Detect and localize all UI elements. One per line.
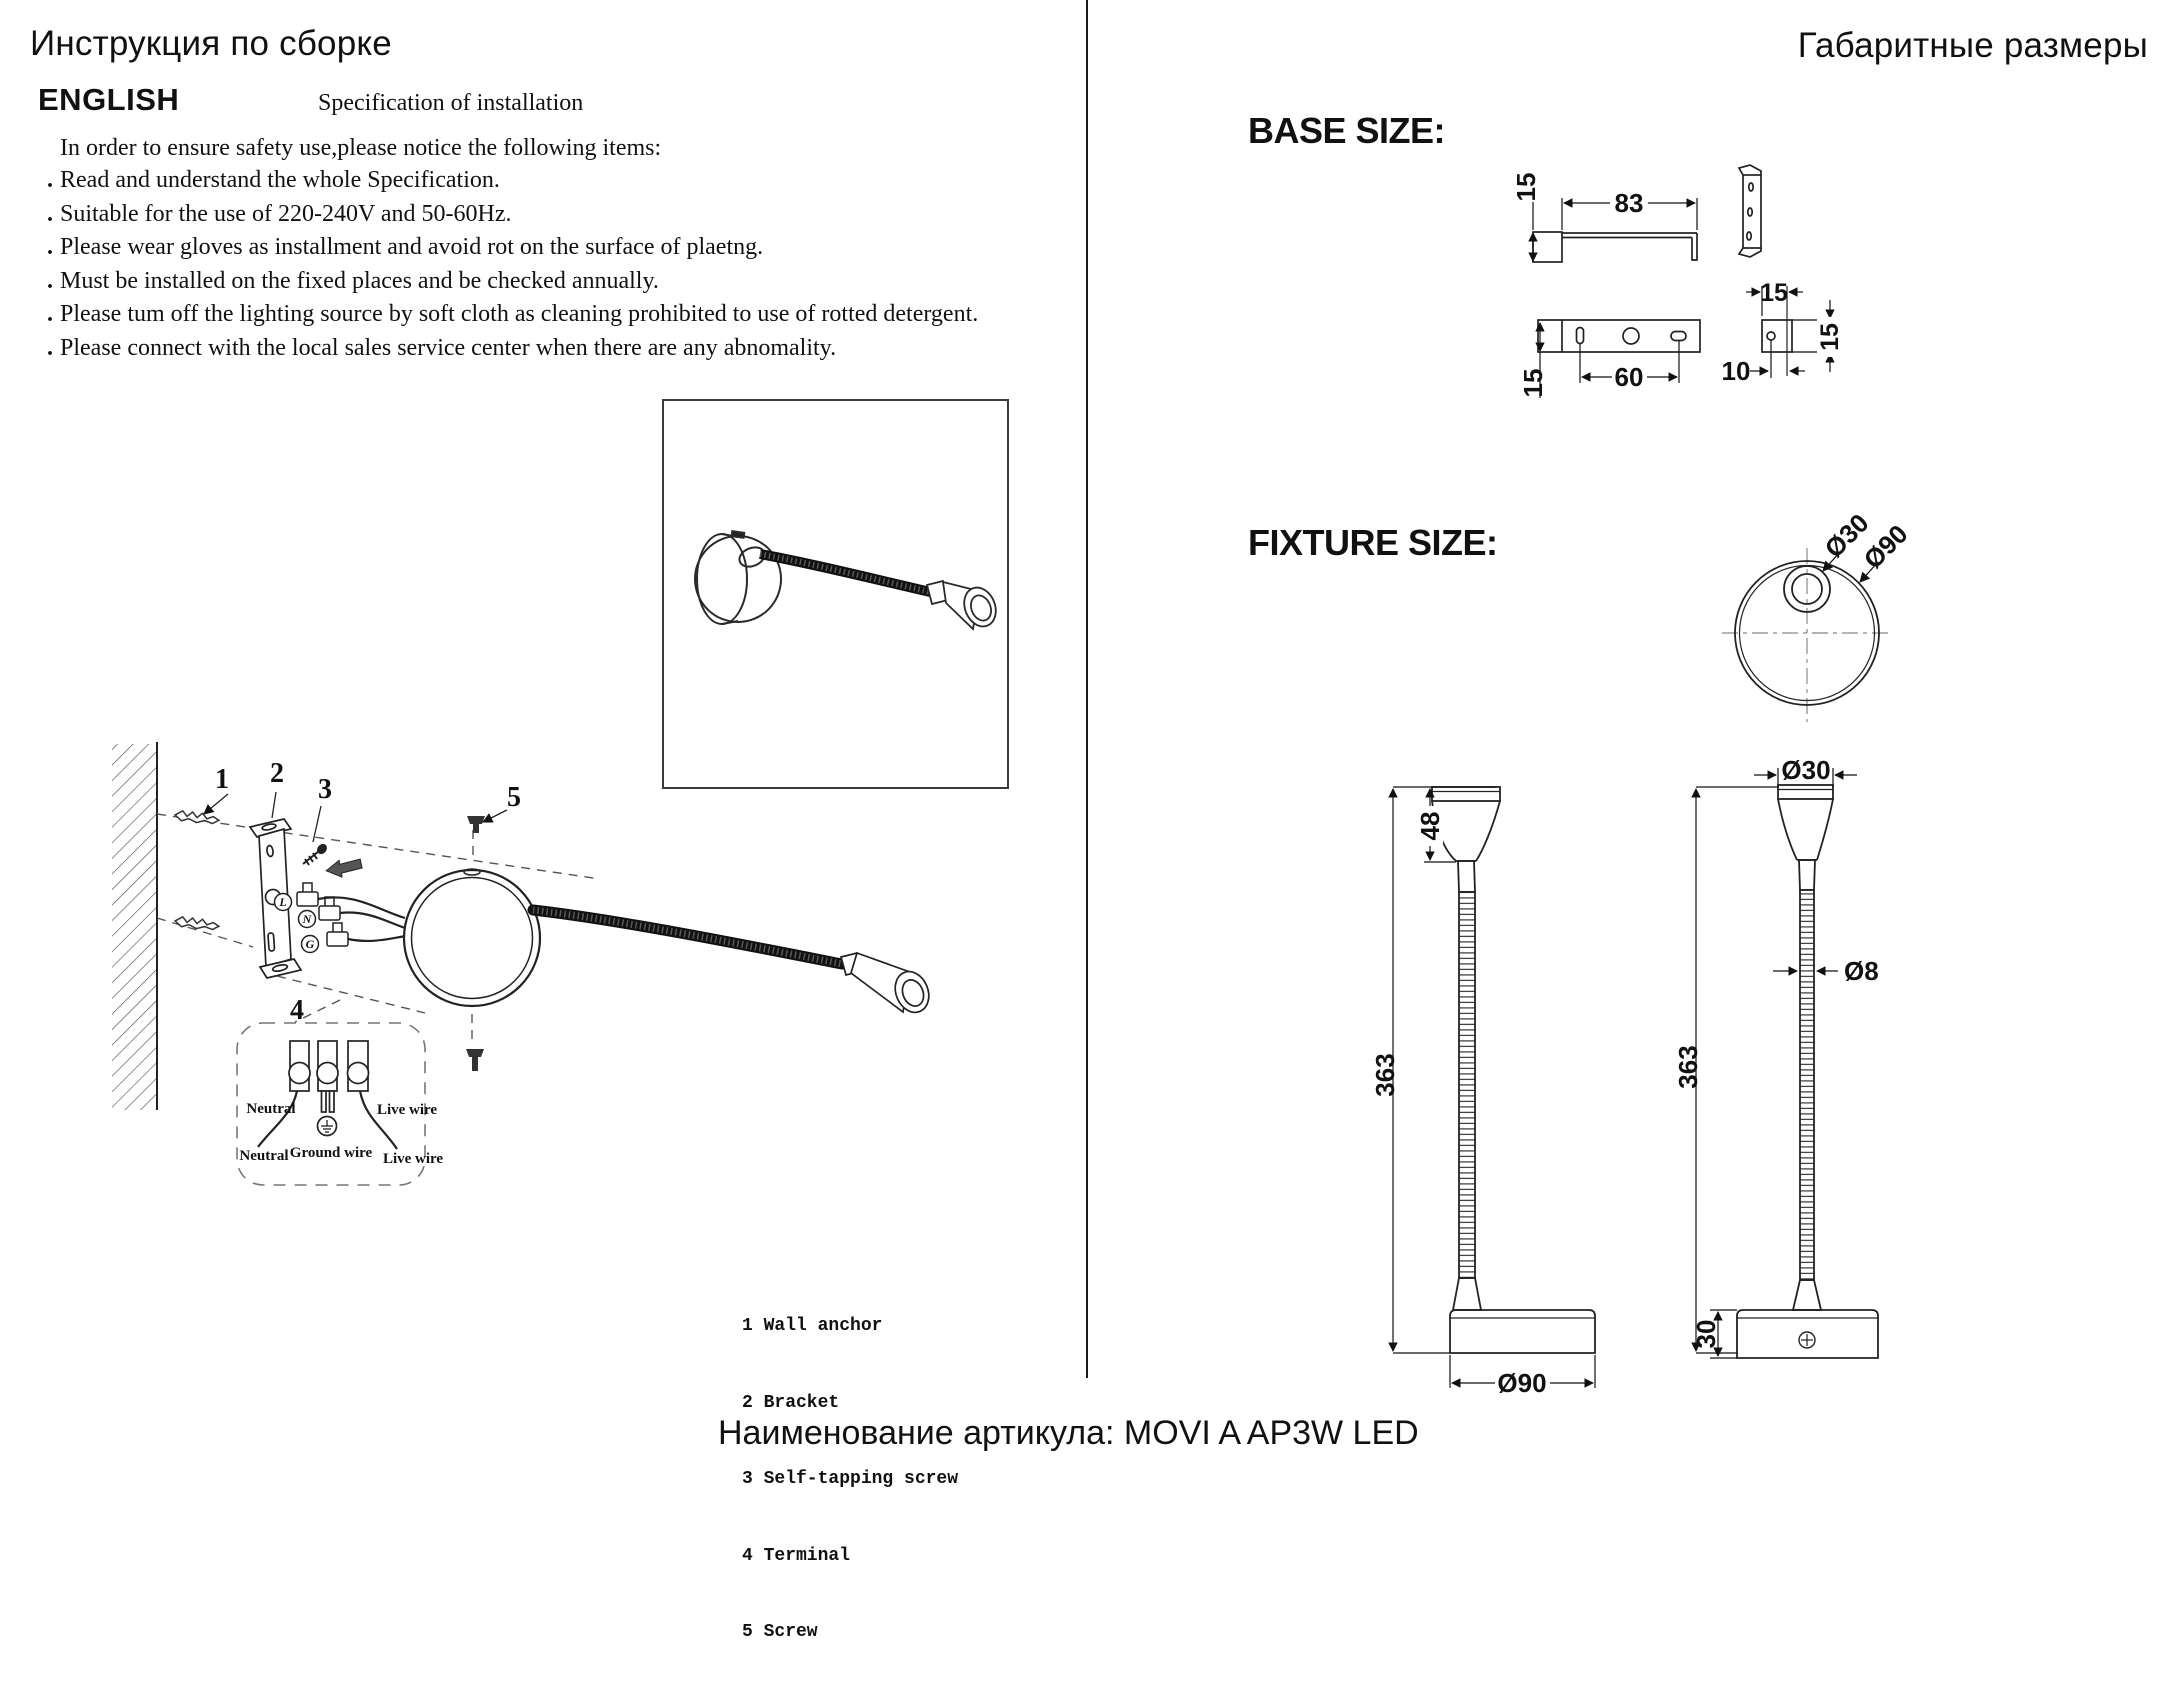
safety-item-text: Please tum off the lighting source by soft cloth as cleaning prohibited to use of rotted detergent.	[60, 301, 979, 327]
safety-item-text: Must be installed on the fixed places and be checked annually.	[60, 267, 659, 294]
bracket-front-view	[1739, 165, 1761, 257]
bracket-profile	[1533, 232, 1562, 262]
wire-label-live-bottom: Live wire	[382, 1151, 444, 1167]
parts-list-item: 2 Bracket	[742, 1392, 840, 1413]
front-dim-lines	[1696, 768, 1857, 1358]
dim-neck-diameter: Ø8	[1844, 956, 1879, 986]
fixture-size-heading: FIXTURE SIZE:	[1248, 522, 1498, 563]
terminal-detail	[237, 1023, 443, 1185]
dim-base-height: 30	[1691, 1319, 1721, 1349]
overall-dimensions-title: Габаритные размеры	[1797, 26, 2148, 65]
dim-top-outer-diameter: Ø90	[1857, 518, 1914, 575]
callout-leaders	[204, 792, 507, 842]
wire-label-live-top: Live wire	[376, 1102, 438, 1118]
spec-of-installation-heading: Specification of installation	[318, 90, 584, 116]
fixture-top-view-drawing	[1700, 500, 2000, 750]
safety-item-text: Please connect with the local sales service center when there are any abnomality.	[60, 334, 837, 361]
dim-tab-width: 15	[1760, 279, 1788, 307]
wire-label-neutral-bottom: Neutral	[239, 1148, 289, 1164]
base-dim-lines	[1533, 198, 1836, 398]
callout-4: 4	[290, 995, 304, 1026]
safety-intro-line: In order to ensure safety use,please notice the following items:	[60, 135, 662, 161]
wire-label-neutral-top: Neutral	[246, 1101, 296, 1117]
dim-head-diameter: Ø30	[1781, 755, 1831, 785]
wire-label-ground-bottom: Ground wire	[289, 1145, 373, 1161]
safety-bullet-list	[40, 167, 1050, 368]
flexible-arm-drawing	[533, 910, 935, 1017]
language-heading: ENGLISH	[38, 82, 180, 117]
dim-base-diameter: Ø90	[1497, 1368, 1547, 1398]
assembly-instructions-title: Инструкция по сборке	[30, 24, 392, 63]
dim-top-inner-diameter: Ø30	[1818, 507, 1875, 564]
assembly-diagram	[100, 730, 980, 1200]
safety-item-text: Please wear gloves as installment and avoid rot on the surface of plaetng.	[60, 234, 764, 260]
terminal-letter-g: G	[305, 937, 315, 951]
dim-head-height: 48	[1415, 811, 1445, 841]
safety-item	[40, 335, 1050, 369]
callout-1: 1	[215, 764, 229, 795]
terminal-letter-l: L	[279, 895, 287, 909]
safety-item	[40, 268, 1050, 302]
wall-anchor-drawing	[175, 810, 220, 931]
bullet-dot: .	[47, 234, 53, 260]
dim-hole-spacing: 60	[1614, 362, 1644, 392]
insert-direction-arrow	[325, 858, 363, 879]
parts-list-item: 5 Screw	[742, 1622, 818, 1642]
safety-item	[40, 201, 1050, 235]
parts-list-item: 4 Terminal	[742, 1545, 851, 1566]
callout-5: 5	[507, 782, 521, 813]
terminal-letter-n: N	[302, 912, 312, 926]
dim-bracket-height: 15	[1511, 172, 1541, 202]
parts-list	[742, 1263, 958, 1697]
parts-list-item: 3 Self-tapping screw	[742, 1469, 959, 1489]
column-divider	[1086, 0, 1088, 1378]
wall-hatch	[112, 744, 157, 1110]
safety-item	[40, 234, 1050, 268]
bracket-top-view	[1538, 320, 1700, 352]
callout-2: 2	[270, 758, 284, 789]
dim-plate-depth: 15	[1518, 368, 1548, 398]
fixture-front-view-drawing	[1673, 755, 1990, 1405]
fixture-side-view-drawing	[1370, 770, 1620, 1410]
bullet-dot: .	[47, 334, 53, 361]
self-tapping-screw-drawing	[303, 842, 363, 879]
article-name-caption: Наименование артикула: MOVI A AP3W LED	[718, 1414, 1419, 1452]
lamp-body-drawing	[404, 869, 540, 1006]
base-size-drawing	[1500, 140, 2120, 440]
safety-item-text: Read and understand the whole Specification.	[60, 167, 500, 193]
base-size-heading: BASE SIZE:	[1248, 110, 1446, 151]
parts-list-item: 1 Wall anchor	[742, 1316, 883, 1336]
dim-hole-offset: 10	[1721, 356, 1751, 386]
safety-item	[40, 167, 1050, 201]
bullet-dot: .	[47, 167, 53, 193]
dim-total-height-side: 363	[1370, 1053, 1400, 1097]
side-dim-lines	[1393, 787, 1595, 1388]
bullet-dot: .	[47, 267, 53, 294]
dim-tab-height: 15	[1816, 323, 1844, 351]
dim-bracket-length: 83	[1614, 188, 1644, 218]
safety-item	[40, 301, 1050, 335]
bullet-dot: .	[47, 200, 53, 227]
safety-item-text: Suitable for the use of 220-240V and 50-60Hz.	[60, 200, 512, 227]
dim-total-height-front: 363	[1673, 1045, 1703, 1089]
callout-3: 3	[318, 774, 332, 805]
bullet-dot: .	[47, 301, 53, 327]
